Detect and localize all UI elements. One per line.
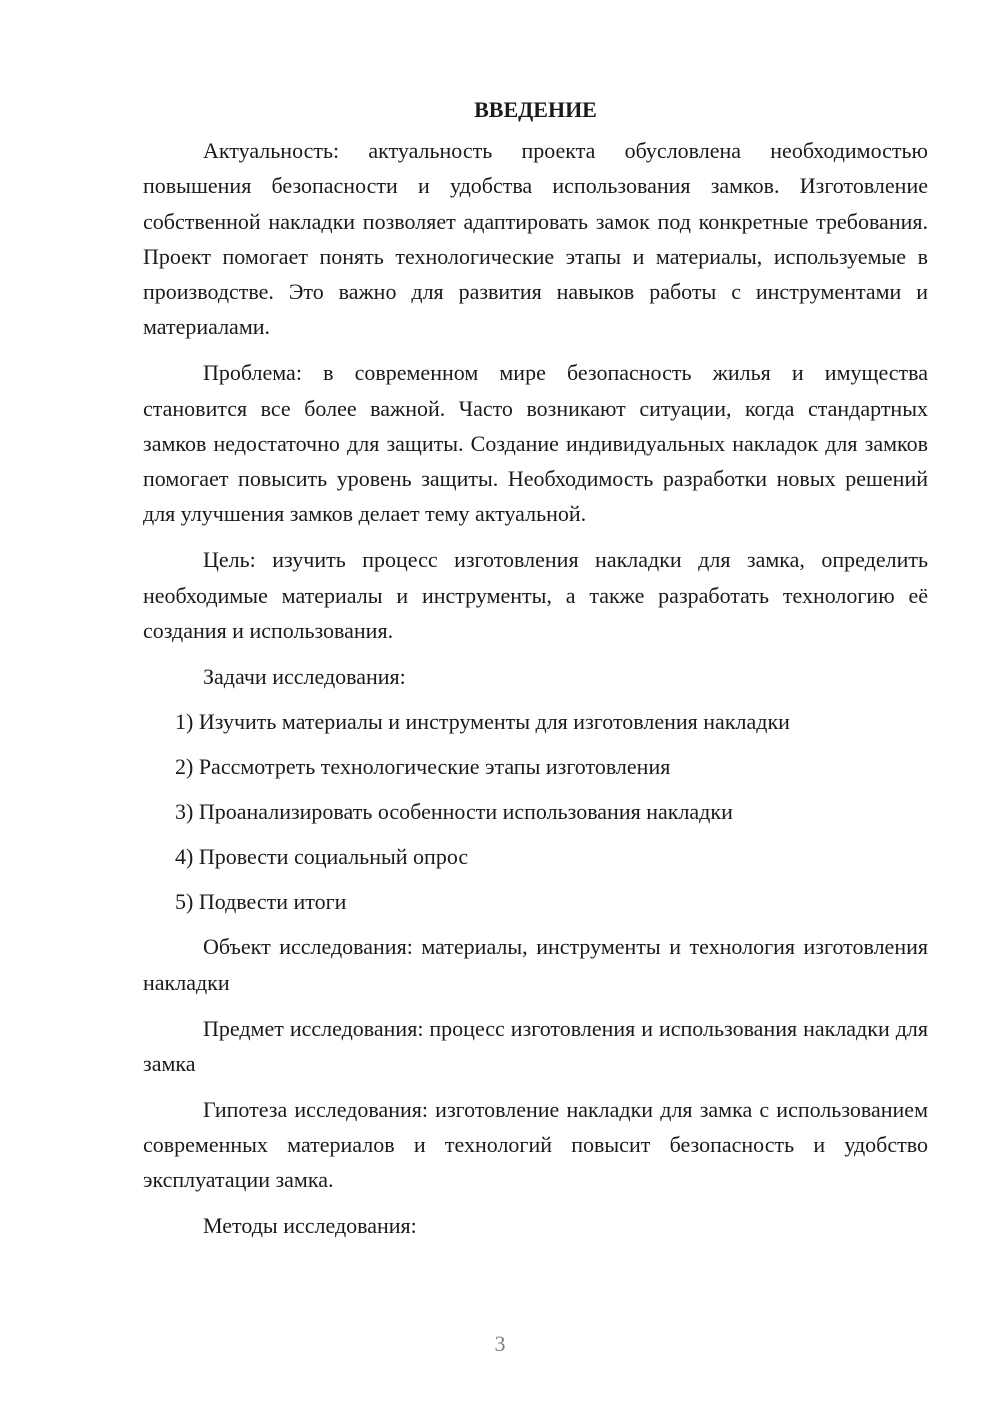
document-page [143, 92, 928, 1254]
page-title: ВВЕДЕНИЕ [474, 97, 597, 122]
list-item: 5) Подвести итоги [175, 889, 347, 915]
list-item: 4) Провести социальный опрос [175, 844, 469, 870]
paragraph-tasks-heading: Задачи исследования: [203, 663, 406, 689]
paragraph-problem: Проблема: в современном мире безопасность жилья и имущества становится все более важной. Часто возникают ситуации, когда стандартных замков недостаточно для защиты. Создание индивидуальных накладок для замков помогает повысить уровень защиты. Необходимость разработки новых решений для улучшения замков делает тему актуальной. [143, 360, 928, 527]
list-item: 1) Изучить материалы и инструменты для изготовления накладки [175, 709, 790, 735]
paragraph-goal: Цель: изучить процесс изготовления накладки для замка, определить необходимые материалы и инструменты, а также разработать технологию её создания и использования. [143, 547, 928, 643]
paragraph-hypothesis: Гипотеза исследования: изготовление накладки для замка с использованием современных материалов и технологий повысит безопасность и удобство эксплуатации замка. [143, 1096, 928, 1193]
list-item: 3) Проанализировать особенности использования накладки [175, 799, 733, 825]
list-item: 2) Рассмотреть технологические этапы изготовления [175, 754, 671, 780]
page-number: 3 [494, 1331, 506, 1356]
paragraph-methods-heading: Методы исследования: [203, 1213, 417, 1239]
paragraph-relevance: Актуальность: актуальность проекта обусловлена необходимостью повышения безопасности и удобства использования замков. Изготовление собственной накладки позволяет адаптировать замок под конкретные требования. Проект помогает понять технологические этапы и материалы, используемые в производстве. Это важно для развития навыков работы с инструментами и материалами. [143, 138, 928, 340]
paragraph-object: Объект исследования: материалы, инструменты и технология изготовления накладки [143, 934, 928, 995]
paragraph-subject: Предмет исследования: процесс изготовления и использования накладки для замка [143, 1015, 928, 1076]
